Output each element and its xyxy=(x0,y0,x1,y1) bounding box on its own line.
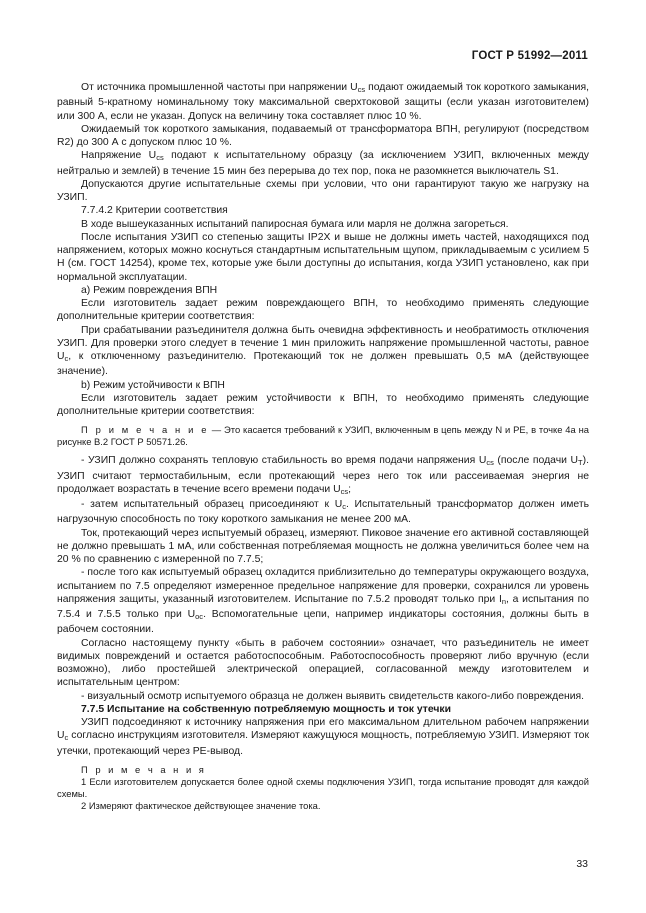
paragraph: - визуальный осмотр испытуемого образца не должен выявить свидетельств какого-либо повреждения. xyxy=(81,690,585,702)
section-heading: 7.7.5 Испытание на собственную потребляемую мощность и ток утечки xyxy=(81,703,452,715)
paragraph: Согласно настоящему пункту «быть в рабочем состоянии» означает, что разъединитель не имеет видимых повреждений и остается работоспособным. Работоспособность проверяют либо вручную (если возможно), либо простейшей электрической операцией, согласованной между изготовителем и испытательным центром: xyxy=(57,637,589,689)
page-number: 33 xyxy=(576,858,588,870)
paragraph: Ток, протекающий через испытуемый образец, измеряют. Пиковое значение его активной составляющей не должно превышать 1 мА, или собственная потребляемая мощность не должна увеличиться более чем на 20 % по сравнению с измеренной по 7.7.5; xyxy=(57,527,589,565)
subsection-title: 7.7.4.2 Критерии соответствия xyxy=(81,205,228,217)
note-item: 1 Если изготовителем допускается более одной схемы подключения УЗИП, тогда испытание проводят для каждой схемы. xyxy=(57,775,589,799)
paragraph: При срабатывании разъединителя должна быть очевидна эффективность и необратимость отключения УЗИП. Для проверки этого следует в течение 1 мин приложить напряжение промышленной частоты, равное $U_c$, к отключенному разъединителю. Протекающий ток не должен превышать 0,5 мА (действующее значение). xyxy=(57,324,589,378)
list-label: b) Режим устойчивости к ВПН xyxy=(81,379,225,391)
body-text xyxy=(57,81,589,812)
paragraph: - затем испытательный образец присоединяют к $U_c$. Испытательный трансформатор должен иметь нагрузочную способность по току короткого замыкания не менее 200 мА. xyxy=(57,499,589,526)
paragraph: - после того как испытуемый образец охладится приблизительно до температуры окружающего воздуха, испытанием по 7.5 определяют измеренное предельное напряжение для проверки, сохранился ли уровень напряжения защиты, указанный изготовителем. Испытание по 7.5.2 проводят только при $I_n$, а испытания по 7.5.4 и 7.5.5 только при $U_{oc}$. Вспомогательные цепи, например индикаторы состояния, должны быть в рабочем состоянии. xyxy=(57,567,589,636)
paragraph: В ходе вышеуказанных испытаний папиросная бумага или марля не должна загореться. xyxy=(81,218,509,230)
paragraph: Напряжение $U_{cs}$ подают к испытательному образцу (за исключением УЗИП, включенных между нейтралью и землей) в течение 15 мин без перерыва до тех пор, пока не разомкнется выключатель S1. xyxy=(57,150,590,177)
paragraph: Допускаются другие испытательные схемы при условии, что они гарантируют такую же нагрузку на УЗИП. xyxy=(57,178,589,203)
paragraph: Если изготовитель задает режим устойчивости к ВПН, то необходимо применять следующие дополнительные критерии соответствия: xyxy=(57,392,589,417)
note-item: 2 Измеряют фактическое действующее значение тока. xyxy=(81,799,321,811)
paragraph: - УЗИП должно сохранять тепловую стабильность во время подачи напряжения $U_{cs}$ (после подачи $U_T$). УЗИП считают термостабильным, если протекающий через него ток или рассеиваемая энергия не продолжает возрастать в течение всего времени подачи $U_{cs}$; xyxy=(57,455,589,496)
paragraph: После испытания УЗИП со степенью защиты IP2X и выше не должны иметь частей, находящихся под напряжением, которых можно коснуться стандартным испытательным щупом, прикладываемым с усилием 5 Н (см. ГОСТ 14254), кроме тех, которые уже были доступны до испытания, когда УЗИП установлено, как при нормальной эксплуатации. xyxy=(57,231,589,283)
paragraph: Если изготовитель задает режим повреждающего ВПН, то необходимо применять следующие дополнительные критерии соответствия: xyxy=(57,298,589,323)
note: П р и м е ч а н и е — Это касается требований к УЗИП, включенным в цепь между N и PE, в точке 4a на рисунке В.2 ГОСТ Р 50571.26. xyxy=(57,424,589,448)
paragraph: От источника промышленной частоты при напряжении $U_{cs}$ подают ожидаемый ток короткого замыкания, равный 5-кратному номинальному току максимальной сверхтоковой защиты (если указан изготовителем) или 300 А, если не указан. Допуск на величину тока составляет плюс 10 %. xyxy=(57,82,589,122)
list-label: a) Режим повреждения ВПН xyxy=(81,284,218,296)
paragraph: Ожидаемый ток короткого замыкания, подаваемый от трансформатора ВПН, регулируют (посредством R2) до 300 А с допуском плюс 10 %. xyxy=(57,123,589,148)
notes-label: П р и м е ч а н и я xyxy=(81,763,207,775)
paragraph: УЗИП подсоединяют к источнику напряжения при его максимальном длительном рабочем напряжении $U_c$ согласно инструкциям изготовителя. Измеряют кажущуюся мощность, потребляемую УЗИП. Измеряют ток утечки, протекающий через PE-вывод. xyxy=(57,717,589,757)
standard-header: ГОСТ Р 51992—2011 xyxy=(471,50,588,62)
